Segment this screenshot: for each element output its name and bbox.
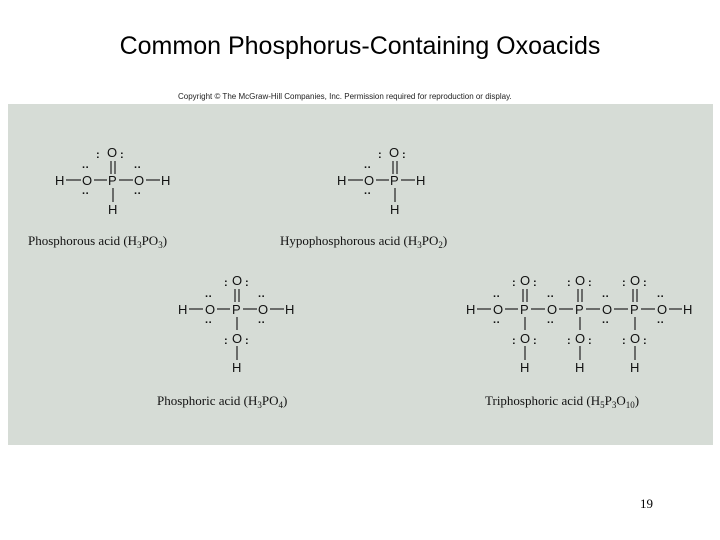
lone-pair: ··	[205, 317, 213, 329]
lone-pair: ··	[657, 317, 665, 329]
atom-O: O	[82, 173, 93, 188]
lone-pair: :	[245, 335, 249, 347]
lone-pair: :	[402, 149, 406, 161]
lone-pair: :	[533, 277, 537, 289]
lone-pair: :	[588, 277, 592, 289]
molecule-label: Triphosphoric acid $(H_5P_3O_{10})$	[485, 393, 640, 410]
atom-O: O	[205, 302, 216, 317]
lone-pair: ··	[134, 188, 142, 200]
molecule-label: Hypophosphorous acid $(H_3PO_2)$	[280, 233, 448, 250]
lone-pair: :	[378, 149, 382, 161]
atom-P: P	[520, 302, 529, 317]
atom-H: H	[337, 173, 347, 188]
atom-O: O	[630, 331, 641, 346]
atom-H: H	[161, 173, 171, 188]
atom-H: H	[285, 302, 295, 317]
lone-pair: ··	[364, 188, 372, 200]
lone-pair: :	[588, 335, 592, 347]
atom-H: H	[466, 302, 476, 317]
atom-H: H	[520, 360, 530, 375]
atom-H: H	[416, 173, 426, 188]
slide-title: Common Phosphorus-Containing Oxoacids	[119, 32, 601, 60]
atom-O: O	[258, 302, 269, 317]
atom-P: P	[575, 302, 584, 317]
lone-pair: :	[224, 277, 228, 289]
lone-pair: ··	[364, 162, 372, 174]
atom-P: P	[390, 173, 399, 188]
lone-pair: :	[567, 335, 571, 347]
atom-O: O	[107, 145, 118, 160]
lone-pair: :	[643, 335, 647, 347]
atom-P: P	[108, 173, 117, 188]
lone-pair: :	[96, 149, 100, 161]
atom-O: O	[575, 331, 586, 346]
molecule-label: Phosphoric acid $(H_3PO_4)$	[157, 393, 288, 410]
atom-P: P	[630, 302, 639, 317]
atom-H: H	[178, 302, 188, 317]
atom-O: O	[630, 273, 641, 288]
hypophosphorous-acid-structure	[337, 145, 425, 217]
atom-O: O	[520, 331, 531, 346]
lone-pair: :	[224, 335, 228, 347]
atom-H: H	[683, 302, 693, 317]
atom-P: P	[232, 302, 241, 317]
lone-pair: ··	[258, 317, 266, 329]
atom-H: H	[390, 202, 400, 217]
lone-pair: ··	[602, 291, 610, 303]
lone-pair: :	[622, 277, 626, 289]
atom-O: O	[232, 273, 243, 288]
atom-O: O	[520, 273, 531, 288]
lone-pair: :	[120, 149, 124, 161]
lone-pair: ··	[205, 291, 213, 303]
structures-panel	[8, 104, 713, 445]
copyright-notice: Copyright © The McGraw-Hill Companies, Inc. Permission required for reproduction or display.	[178, 92, 512, 101]
atom-H: H	[55, 173, 65, 188]
atom-O: O	[389, 145, 400, 160]
atom-H: H	[108, 202, 118, 217]
triphosphoric-acid-structure	[466, 273, 692, 375]
lone-pair: ··	[493, 291, 501, 303]
molecule-label: Phosphorous acid $(H_3PO_3)$	[28, 233, 168, 250]
lone-pair: ··	[82, 162, 90, 174]
lone-pair: ··	[493, 317, 501, 329]
atom-O: O	[134, 173, 145, 188]
lone-pair: ··	[547, 291, 555, 303]
lone-pair: ··	[82, 188, 90, 200]
lone-pair: :	[643, 277, 647, 289]
atom-O: O	[547, 302, 558, 317]
oxoacid-structures-diagram	[8, 104, 713, 445]
atom-H: H	[630, 360, 640, 375]
lone-pair: ··	[602, 317, 610, 329]
atom-O: O	[657, 302, 668, 317]
lone-pair: ··	[657, 291, 665, 303]
atom-O: O	[232, 331, 243, 346]
phosphorous-acid-structure	[55, 145, 170, 217]
lone-pair: ··	[258, 291, 266, 303]
lone-pair: ··	[134, 162, 142, 174]
atom-H: H	[232, 360, 242, 375]
lone-pair: :	[622, 335, 626, 347]
phosphoric-acid-structure	[178, 273, 294, 375]
atom-O: O	[575, 273, 586, 288]
lone-pair: :	[533, 335, 537, 347]
lone-pair: :	[512, 335, 516, 347]
atom-O: O	[364, 173, 375, 188]
lone-pair: ··	[547, 317, 555, 329]
atom-H: H	[575, 360, 585, 375]
lone-pair: :	[245, 277, 249, 289]
atom-O: O	[493, 302, 504, 317]
lone-pair: :	[512, 277, 516, 289]
page-number: 19	[640, 496, 653, 511]
lone-pair: :	[567, 277, 571, 289]
atom-O: O	[602, 302, 613, 317]
